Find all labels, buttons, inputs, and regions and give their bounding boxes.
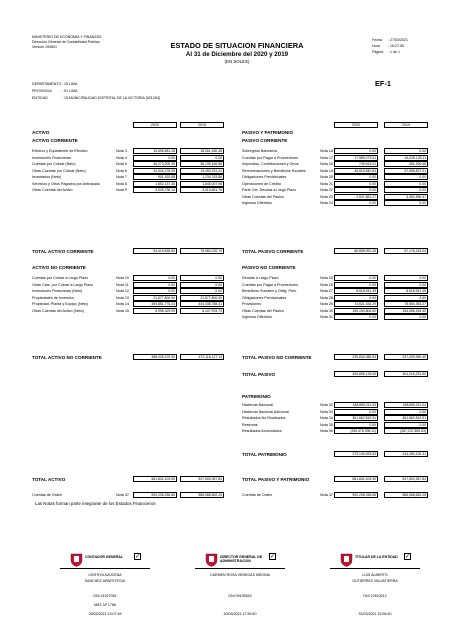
total-patrimonio-label: TOTAL PATRIMONIO [242, 452, 287, 457]
signer-dni: DNI 09195543 [228, 594, 252, 598]
activo-corriente-row-nota: Nota 3 [116, 149, 127, 153]
pasivo-corriente-row-value-2019: 0.00 [384, 148, 428, 154]
pasivo-corriente-row-nota: Nota 18 [320, 162, 333, 166]
peru-shield-icon [205, 553, 218, 567]
hora-value: : 16:27:50 [388, 44, 404, 48]
activo-no-corriente-row-label: Otras Ctas. por Cobrar a Largo Plazo [32, 282, 94, 287]
left-cuentas-orden-2019: 586,068,652.25 [180, 492, 224, 498]
entidad-value: : 15 MUNICIPALIDAD DISTRITAL DE LA VICTORIA [301264] [62, 96, 160, 100]
pasivo-no-corriente-row-value-2019: 0.00 [384, 295, 428, 301]
pasivo-corriente-row-nota: Nota 22 [320, 188, 333, 192]
total-pasivo-2020: 306,696,178.05 [334, 371, 378, 377]
pasivo-corriente-row-label: Parte Cte. Deudas a Largo Plazo [242, 188, 297, 192]
pasivo-no-corriente-row-value-2019: 0.00 [384, 282, 428, 288]
patrimonio-row-value-2020: 188,659,211.03 [334, 402, 378, 408]
activo-no-corriente-row-nota: Nota 10 [116, 276, 129, 280]
total-pasivo-no-corriente-2020: 239,834,086.53 [334, 354, 378, 360]
signer-dni: DNI 10610012 [363, 594, 387, 598]
activo-no-corriente-row-nota: Nota 12 [116, 289, 129, 293]
activo-no-corriente-row-value-2019: 0.00 [180, 288, 224, 294]
pasivo-corriente-row-nota: Nota 24 [320, 201, 333, 205]
patrimonio-row-value-2019: 0.00 [384, 422, 428, 428]
activo-no-corriente-row-value-2020: 459,851,776.23 [133, 301, 177, 307]
activo-corriente-row-nota: Nota 9 [116, 188, 127, 192]
pasivo-corriente-row-label: Remuneraciones y Beneficios Sociales [242, 168, 306, 173]
total-pasivo-corriente-2019: 67,176,243.04 [384, 248, 428, 254]
activo-no-corriente-row-nota: Nota 15 [116, 308, 129, 313]
patrimonio-row-nota: Nota 35 [320, 422, 333, 427]
pasivo-corriente-row-value-2020: 0.00 [334, 148, 378, 154]
patrimonio-row-nota: Nota 34 [320, 416, 333, 420]
activo-corriente-row-label: Inversiones Financieras [32, 155, 71, 160]
ministry-name: MINISTERIO DE ECONOMÍA Y FINANZAS [32, 35, 102, 39]
activo-no-corriente-row-nota: Nota 13 [116, 295, 129, 300]
patrimonio-row-nota: Nota 33 [320, 409, 333, 414]
total-activo-2019: 547,500,357.84 [180, 476, 224, 482]
report-currency: (EN SOLES) [224, 59, 250, 64]
activo-corriente-row-value-2019: 4,413,651.76 [180, 187, 224, 193]
pasivo-corriente-row-nota: Nota 20 [320, 175, 333, 179]
pasivo-no-corriente-row-label: Cuentas por Pagar a Proveedores [242, 282, 298, 287]
total-pasivo-patrimonio-label: TOTAL PASIVO Y PATRIMONIO [242, 477, 310, 482]
activo-corriente-row-nota: Nota 4 [116, 155, 127, 160]
pasivo-no-corriente-row-value-2020: 0.00 [334, 295, 378, 301]
activo-corriente-row-value-2019: 36,139,166.58 [180, 161, 224, 167]
total-pasivo-patrimonio-2019: 547,500,357.84 [384, 476, 428, 482]
total-activo-2020: 581,842,103.90 [133, 476, 177, 482]
activo-no-corriente-row-label: Otras Cuentas del Activo (Neto) [32, 308, 84, 313]
activo-corriente-row-value-2020: 24,544,278.05 [133, 168, 177, 174]
total-pasivo-no-corriente-2019: 237,039,969.49 [384, 354, 428, 360]
patrimonio-row-label: Resultados No Realizados [242, 416, 286, 420]
pasivo-corriente-row-value-2020: 0.00 [334, 187, 378, 193]
activo-corriente-row-value-2020: 46,273,205.39 [133, 161, 177, 167]
pasivo-no-corriente-row-label: Obligaciones Previsionales [242, 295, 287, 300]
pasivo-no-corriente-row-value-2020: 8,518,941.49 [334, 288, 378, 294]
departamento-label: DEPARTAMENTO [32, 82, 62, 86]
provincia-value: : 01 LIMA [62, 89, 78, 93]
pasivo-corriente-row-value-2020: 17,965,073.61 [334, 155, 378, 161]
right-year-1: 2020 [334, 122, 378, 128]
right-cuentas-orden-label: Cuentas de Orden [242, 493, 273, 497]
pasivo-corriente-row-label: Obligaciones Previsionales [242, 175, 287, 179]
pasivo-patrimonio-heading: PASIVO Y PATRIMONIO [242, 130, 294, 135]
fecha-label: Fecha [372, 38, 382, 42]
pasivo-no-corriente-row-value-2019: 153,066,254.40 [384, 308, 428, 314]
pasivo-no-corriente-row-nota: Nota 27 [320, 289, 333, 293]
pasivo-corriente-row-value-2019: 3,452,996.97 [384, 194, 428, 200]
signature-timestamp: 31/03/2021 15:56:40 [358, 612, 392, 616]
activo-no-corriente-row-nota: Nota 11 [116, 282, 129, 287]
total-activo-no-corriente-2019: 472,116,127.14 [180, 354, 224, 360]
activo-corriente-row-value-2019: 1,845,007.56 [180, 181, 224, 187]
pasivo-corriente-row-value-2020: 749,613.01 [334, 161, 378, 167]
left-cuentas-orden-nota: Nota 37 [116, 493, 129, 497]
signer-name: CARMEN ROSA VENEGAS MEDINA [210, 573, 270, 577]
activo-no-corriente-row-value-2020: 21,577,800.00 [133, 295, 177, 301]
pasivo-corriente-row-value-2019: 0.00 [384, 181, 428, 187]
report-title: ESTADO DE SITUACION FINANCIERA [170, 41, 304, 50]
pasivo-no-corriente-row-value-2020: 0.00 [334, 275, 378, 281]
pasivo-no-corriente-row-nota: Nota 26 [320, 282, 333, 287]
pasivo-no-corriente-row-value-2019: 0.00 [384, 314, 428, 320]
total-activo-corriente-2019: 75,384,220.70 [180, 248, 224, 254]
left-year-1: 2020 [133, 122, 177, 128]
check-icon: ✓ [135, 554, 141, 560]
activo-no-corriente-row-value-2020: 6,996,329.09 [133, 308, 177, 314]
total-activo-corriente-label: TOTAL ACTIVO CORRIENTE [32, 249, 94, 254]
pasivo-no-corriente-row-value-2019: 8,518,941.49 [384, 288, 428, 294]
signature-timestamp: 30/03/2021 17:59:40 [223, 612, 257, 616]
activo-no-corriente-row-value-2020: 0.00 [133, 275, 177, 281]
pasivo-no-corriente-row-value-2019: 0.00 [384, 275, 428, 281]
provincia-label: PROVINCIA [32, 89, 52, 93]
department-name: Dirección General de Contabilidad Pública [32, 40, 100, 44]
patrimonio-row-label: Reservas [242, 422, 258, 427]
signature-line [60, 568, 150, 569]
pasivo-no-corriente-heading: PASIVO NO CORRIENTE [242, 265, 296, 270]
patrimonio-row-label: Hacienda Nacional Adicional [242, 409, 289, 414]
pasivo-no-corriente-row-value-2020: 0.00 [334, 314, 378, 320]
pasivo-no-corriente-row-label: Beneficios Sociales y Oblig. Prev. [242, 289, 297, 293]
total-activo-no-corriente-2020: 488,425,475.30 [133, 354, 177, 360]
pasivo-no-corriente-row-value-2020: 0.00 [334, 282, 378, 288]
pagina-label: Página [372, 50, 384, 54]
pasivo-corriente-row-label: Cuentas por Pagar a Proveedores [242, 155, 298, 160]
activo-corriente-row-value-2019: 18,261,180.48 [180, 148, 224, 154]
report-code: EF-1 [375, 79, 392, 88]
activo-no-corriente-row-value-2019: 0.00 [180, 282, 224, 288]
pagina-value: : 1 de 1 [388, 50, 400, 54]
left-cuentas-orden-label: Cuentas de Orden [32, 493, 63, 497]
pasivo-corriente-row-value-2020: 45,615,840.83 [334, 168, 378, 174]
signer-dni: DNI 41527051 [93, 594, 117, 598]
total-pasivo-corriente-2020: 66,868,091.26 [334, 248, 378, 254]
activo-no-corriente-row-value-2020: 0.00 [133, 282, 177, 288]
pasivo-no-corriente-row-value-2019: 75,554,353.27 [384, 301, 428, 307]
activo-no-corriente-row-nota: Nota 14 [116, 302, 129, 306]
activo-corriente-row-value-2019: 0.00 [180, 155, 224, 161]
right-cuentas-orden-nota: Nota 37 [320, 493, 333, 497]
pasivo-corriente-row-nota: Nota 23 [320, 194, 333, 199]
signer-name-2: SANCHEZ APAESTEGUI [84, 579, 126, 583]
activo-no-corriente-row-label: Cuentas por Cobrar a Largo Plazo [32, 276, 89, 280]
pasivo-corriente-row-value-2019: 0.00 [384, 174, 428, 180]
patrimonio-row-value-2020: (255,376,096.11) [334, 428, 378, 434]
signature-role: CONTADOR GENERAL [85, 555, 124, 559]
total-pasivo-no-corriente-label: TOTAL PASIVO NO CORRIENTE [242, 355, 312, 360]
activo-corriente-row-label: Efectivo y Equivalente de Efectivo [32, 149, 88, 153]
pasivo-corriente-row-label: Ingresos Diferidos [242, 201, 272, 205]
pasivo-corriente-row-value-2019: 16,226,125.11 [384, 155, 428, 161]
patrimonio-row-value-2019: (287,237,895.63) [384, 428, 428, 434]
patrimonio-row-label: Hacienda Nacional [242, 403, 273, 407]
pasivo-no-corriente-row-value-2020: 155,194,804.62 [334, 308, 378, 314]
right-year-2: 2019 [384, 122, 428, 128]
activo-no-corriente-row-value-2020: 0.00 [133, 288, 177, 294]
pasivo-corriente-row-value-2020: 0.00 [334, 181, 378, 187]
pasivo-no-corriente-row-nota: Nota 28 [320, 295, 333, 300]
signer-name: LUIS ALBERTO [362, 573, 388, 577]
patrimonio-row-value-2019: 0.00 [384, 409, 428, 415]
activo-no-corriente-row-value-2019: 444,435,788.41 [180, 301, 224, 307]
pasivo-corriente-heading: PASIVO CORRIENTE [242, 138, 288, 143]
activo-corriente-row-value-2020: 1,852,137.36 [133, 181, 177, 187]
activo-corriente-row-label: Cuentas por Cobrar (Neto) [32, 162, 76, 166]
fecha-value: : 27/03/2021 [388, 38, 408, 42]
patrimonio-row-label: Resultados Acumulados [242, 429, 282, 433]
activo-heading: ACTIVO [32, 130, 50, 135]
pasivo-no-corriente-row-nota: Nota 29 [320, 302, 333, 306]
activo-corriente-row-value-2019: 13,490,231.24 [180, 168, 224, 174]
pasivo-corriente-row-label: Impuestos, Contribuciones y Otros [242, 162, 299, 166]
report-date: Al 31 de Diciembre del 2020 y 2019 [185, 51, 289, 58]
patrimonio-row-value-2019: 361,662,810.91 [384, 415, 428, 421]
patrimonio-row-nota: Nota 32 [320, 403, 333, 407]
activo-corriente-row-label: Servicios y Otros Pagados por Anticipado [32, 181, 100, 186]
check-icon: ✓ [405, 554, 411, 560]
pasivo-no-corriente-row-nota: Nota 31 [320, 315, 333, 319]
right-cuentas-orden-2019: 586,068,652.25 [384, 492, 428, 498]
peru-shield-icon [340, 553, 353, 567]
patrimonio-heading: PATRIMONIO [242, 394, 271, 399]
activo-no-corriente-row-label: Propiedades de Inversión [32, 295, 74, 300]
pasivo-no-corriente-row-label: Deudas a Largo Plazo [242, 276, 279, 280]
activo-corriente-row-nota: Nota 6 [116, 168, 127, 173]
total-activo-label: TOTAL ACTIVO [32, 477, 66, 482]
pasivo-no-corriente-row-label: Ingresos Diferidos [242, 315, 272, 319]
pasivo-corriente-row-value-2020: 0.00 [334, 174, 378, 180]
activo-corriente-row-value-2020: 501,192.88 [133, 174, 177, 180]
pasivo-corriente-row-label: Sobregiros Bancarios [242, 149, 278, 153]
signer-name-2: GUTIERREZ VALVATIERRA [352, 579, 398, 583]
activo-corriente-row-label: Otras Cuentas por Cobrar (Neto) [32, 168, 86, 173]
signature-line [330, 568, 420, 569]
total-pasivo-patrimonio-2020: 581,842,103.90 [334, 476, 378, 482]
pasivo-corriente-row-nota: Nota 17 [320, 155, 333, 160]
activo-corriente-row-nota: Nota 7 [116, 175, 127, 179]
activo-no-corriente-row-label: Inversiones Financieras (Neto) [32, 289, 83, 293]
activo-corriente-row-nota: Nota 8 [116, 181, 127, 186]
pasivo-corriente-row-value-2020: 2,537,851.27 [334, 194, 378, 200]
pasivo-corriente-row-nota: Nota 16 [320, 149, 333, 153]
version-label: Versión 190601 [32, 45, 57, 49]
left-year-2: 2019 [180, 122, 224, 128]
activo-no-corriente-row-value-2019: 6,107,578.73 [180, 308, 224, 314]
pasivo-corriente-row-nota: Nota 21 [320, 181, 333, 186]
activo-corriente-row-nota: Nota 5 [116, 162, 127, 166]
right-cuentas-orden-2020: 900,208,256.66 [334, 492, 378, 498]
activo-corriente-row-value-2020: 4,549,736.14 [133, 187, 177, 193]
signer-name: CINTHYA AZUCENA [88, 573, 122, 577]
patrimonio-row-nota: Nota 36 [320, 429, 333, 433]
total-pasivo-label: TOTAL PASIVO [242, 372, 276, 377]
footnote: Las Notas forman parte integrante de los Estados Financieros [35, 501, 156, 506]
pasivo-corriente-row-value-2019: 0.00 [384, 200, 428, 206]
entidad-label: ENTIDAD [32, 96, 48, 100]
departamento-value: : 15 LIMA [62, 82, 78, 86]
peru-shield-icon [70, 553, 83, 567]
activo-no-corriente-row-value-2019: 0.00 [180, 275, 224, 281]
activo-corriente-row-label: Otras Cuentas del Activo [32, 188, 73, 192]
signature-timestamp: 29/03/2021 13:07:45 [88, 612, 122, 616]
pasivo-no-corriente-row-label: Otras Cuentas del Pasivo [242, 308, 284, 313]
signature-role: TITULAR DE LA ENTIDAD [355, 555, 398, 559]
hora-label: Hora [372, 44, 380, 48]
signature-role: DIRECTOR GENERAL DE ADMINISTRACION [220, 555, 263, 563]
pasivo-no-corriente-row-nota: Nota 25 [320, 276, 333, 280]
activo-corriente-row-label: Inventarios (Neto) [32, 175, 62, 179]
activo-corriente-heading: ACTIVO CORRIENTE [32, 138, 78, 143]
pasivo-no-corriente-row-nota: Nota 30 [320, 308, 333, 313]
total-patrimonio-2019: 243,284,126.31 [384, 451, 428, 457]
pasivo-corriente-row-value-2019: 47,555,827.01 [384, 168, 428, 174]
pasivo-corriente-row-value-2020: 0.00 [334, 200, 378, 206]
total-pasivo-corriente-label: TOTAL PASIVO CORRIENTE [242, 249, 304, 254]
activo-corriente-row-value-2020: 15,698,581.28 [133, 148, 177, 154]
pasivo-no-corriente-row-value-2020: 74,621,334.29 [334, 301, 378, 307]
activo-corriente-row-value-2019: 1,234,763.88 [180, 174, 224, 180]
patrimonio-row-value-2020: 361,662,810.91 [334, 415, 378, 421]
pasivo-no-corriente-row-label: Provisiones [242, 302, 262, 306]
pasivo-corriente-row-nota: Nota 19 [320, 168, 333, 173]
total-patrimonio-2020: 275,145,925.83 [334, 451, 378, 457]
pasivo-corriente-row-label: Operaciones de Crédito [242, 181, 281, 186]
patrimonio-row-value-2020: 0.00 [334, 409, 378, 415]
pasivo-corriente-row-value-2019: 0.00 [384, 187, 428, 193]
total-activo-corriente-2020: 93,419,628.60 [133, 248, 177, 254]
activo-no-corriente-row-label: Propiedad, Planta y Equipo (Neto) [32, 302, 88, 306]
activo-no-corriente-row-value-2019: 21,577,800.00 [180, 295, 224, 301]
patrimonio-row-value-2019: 188,659,211.03 [384, 402, 428, 408]
check-icon: ✓ [270, 554, 276, 560]
left-cuentas-orden-2020: 900,208,256.66 [133, 492, 177, 498]
activo-no-corriente-heading: ACTIVO NO CORRIENTE [32, 265, 86, 270]
total-activo-no-corriente-label: TOTAL ACTIVO NO CORRIENTE [32, 355, 102, 360]
total-pasivo-2019: 304,216,231.50 [384, 371, 428, 377]
signer-mat: MAT. Nº 1786 [94, 603, 116, 607]
pasivo-corriente-row-value-2019: 491,200.65 [384, 161, 428, 167]
signature-line [195, 568, 285, 569]
pasivo-corriente-row-label: Otras Cuentas del Pasivo [242, 194, 284, 199]
activo-corriente-row-value-2020: 0.00 [133, 155, 177, 161]
patrimonio-row-value-2020: 0.00 [334, 422, 378, 428]
